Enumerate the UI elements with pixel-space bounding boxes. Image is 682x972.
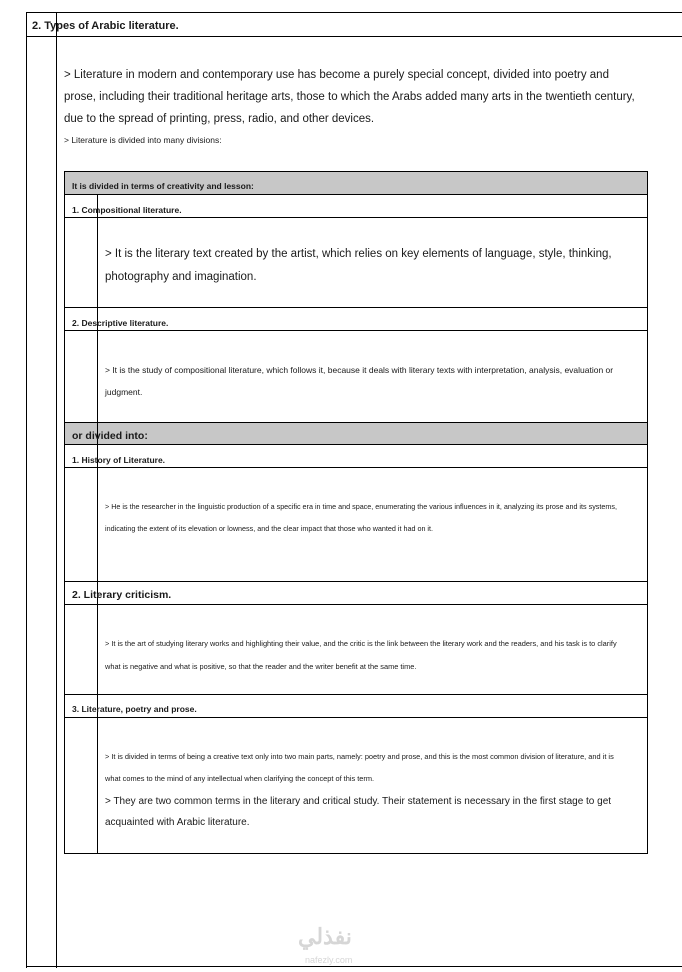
rule [64,194,648,195]
row-body: > It is divided in terms of being a creative text only into two main parts, namely: poetry and prose, and this is the most common division of literature, and it is what comes to the mind of any intellectual when clarifying the concept of this term. [105,752,614,783]
group-1-heading: It is divided in terms of creativity and lesson: [72,181,254,191]
rule [64,307,648,308]
intro-paragraph: > Literature in modern and contemporary use has become a purely special concept, divided into poetry and prose, including their traditional heritage arts, those to which the Arabs added many arts in the twentieth century, due to the spread of printing, press, radio, and other devices. [64,69,635,125]
row-heading: 1. Compositional literature. [72,205,182,215]
inner-margin-line [56,12,57,968]
row-heading: 3. Literature, poetry and prose. [72,704,197,714]
bottom-border [26,966,682,967]
row-heading: 2. Literary criticism. [72,589,172,601]
rule [64,422,648,423]
left-border [26,12,27,968]
rule [64,444,648,445]
table-right-border [647,171,648,853]
rule [64,581,648,582]
watermark-logo: نفذلي [298,924,352,949]
row-heading: 2. Descriptive literature. [72,318,169,328]
top-border [26,12,682,13]
row-body: > He is the researcher in the linguistic production of a specific era in time and space, enumerating the various influences in it, analyzing its prose and its systems, indicating the extent of its elevation or lowness, and the clear impact that those who wanted it had on it. [105,502,617,533]
intro-subparagraph: > Literature is divided into many divisions: [64,135,222,145]
group-2-shade [65,422,647,444]
rule [64,694,648,695]
group-2-heading: or divided into: [72,430,148,442]
title-underline [26,36,682,37]
row-body-2: > They are two common terms in the literary and critical study. Their statement is necessary in the first stage to get acquainted with Arabic literature. [105,796,612,828]
row-body: > It is the literary text created by the artist, which relies on key elements of language, style, thinking, photography and imagination. [105,248,612,283]
section-title: 2. Types of Arabic literature. [32,20,179,32]
rule [64,171,648,172]
rule [64,330,648,331]
rule [64,467,648,468]
table-left-border [64,171,65,853]
row-heading: 1. History of Literature. [72,455,166,465]
watermark-url: nafezly.com [305,955,353,965]
rule [64,853,648,854]
rule [64,217,648,218]
table-inner-line [97,194,98,854]
row-body: > It is the study of compositional literature, which follows it, because it deals with literary texts with interpretation, analysis, evaluation or judgment. [105,365,614,397]
row-body: > It is the art of studying literary works and highlighting their value, and the critic is the link between the literary work and the readers, and his task is to clarify what is negative and what is positive, so that the reader and the writer benefit at the same time. [105,639,617,671]
rule [64,717,648,718]
rule [64,604,648,605]
